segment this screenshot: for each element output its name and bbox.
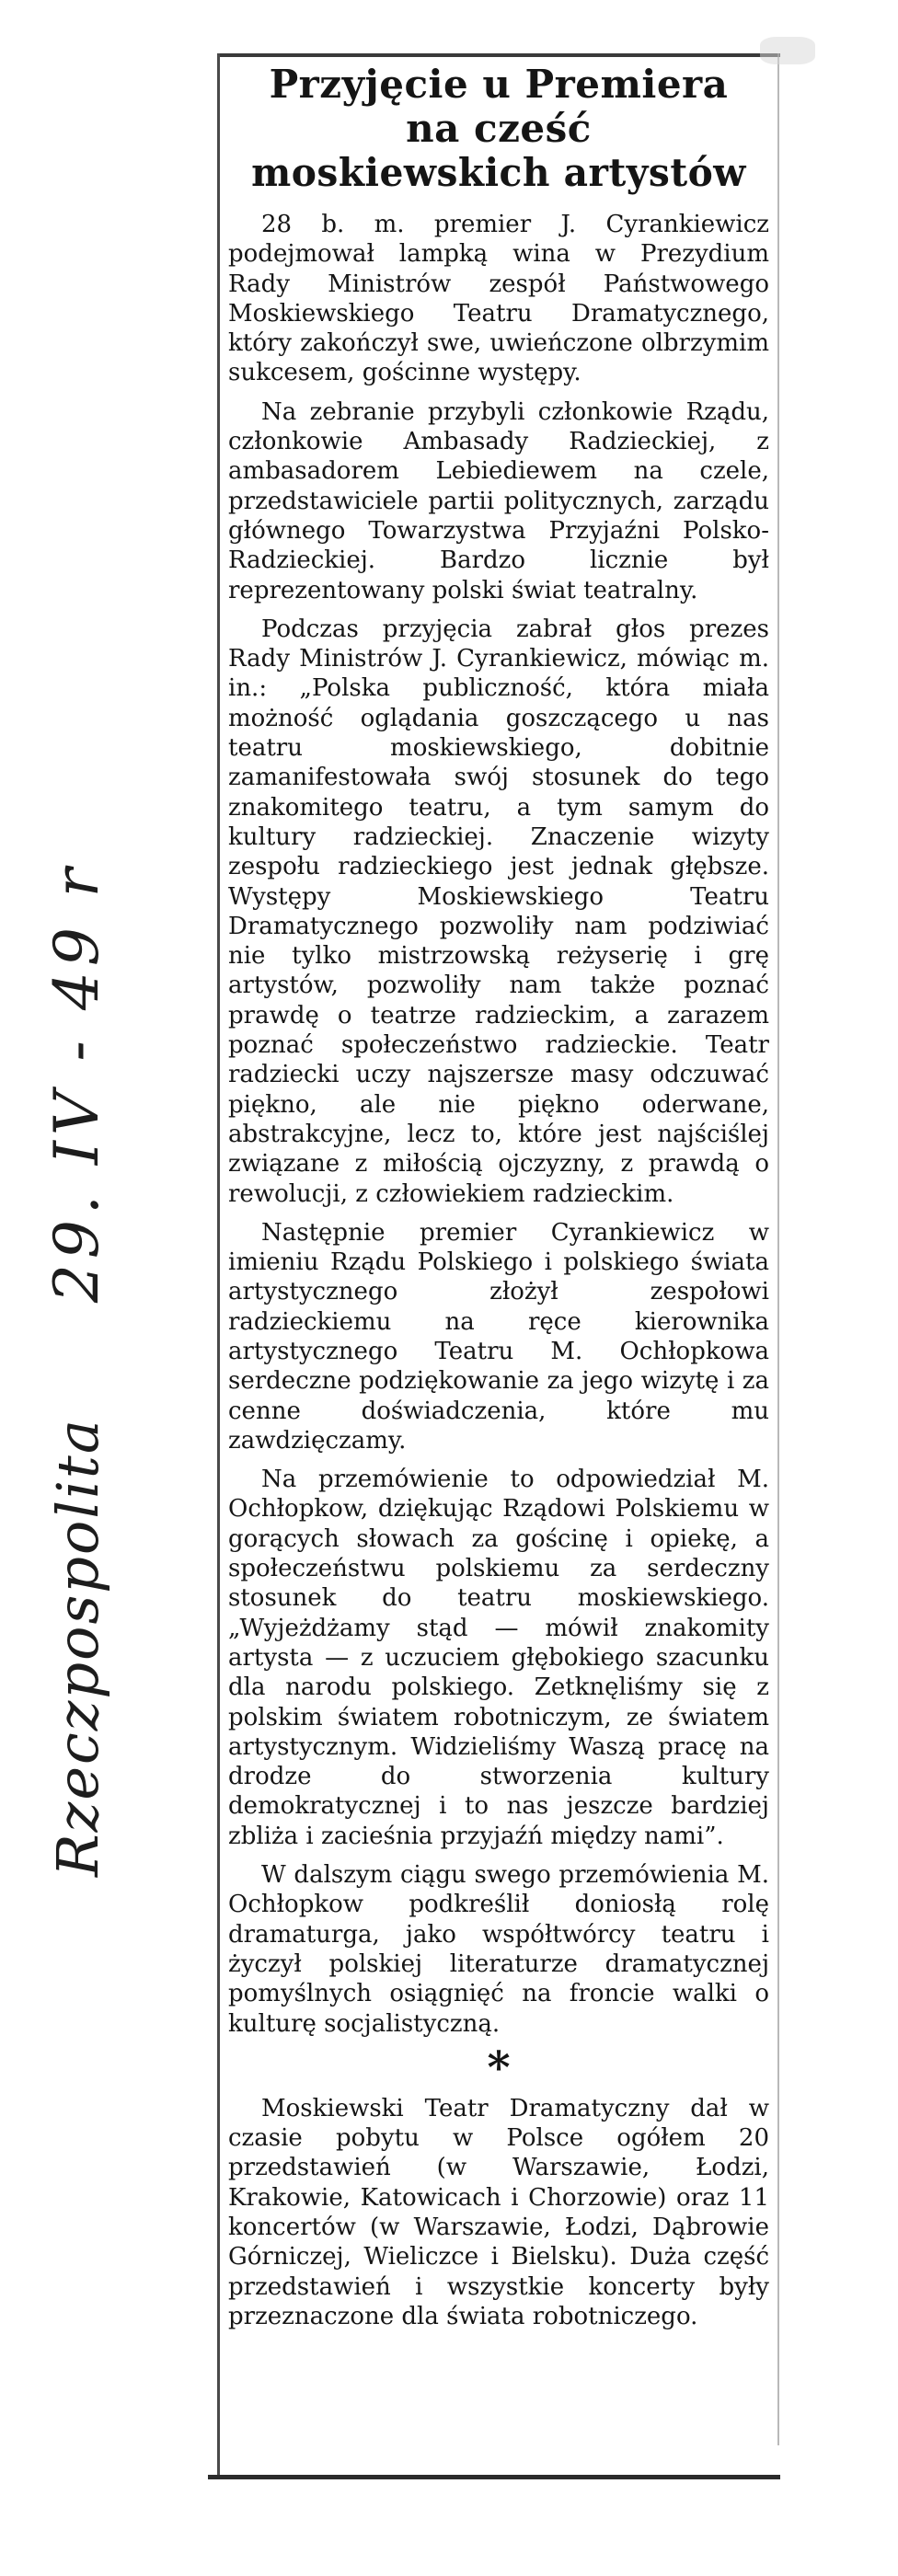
section-separator: * [487,2041,511,2094]
headline-line-2: na cześć [406,106,592,151]
left-rule [217,53,220,2478]
paragraph-5: Na przemówienie to odpowiedział M. Ochłopkow, dziękując Rządowi Polskiemu w gorących słowach za gościnę i opiekę, a społeczeństwu polskiemu za serdeczny stosunek do teatru moskiewskiego. „Wyjeżdżamy stąd — mówił znakomity artysta — z uczuciem głębokiego szacunku dla narodu polskiego. Zetknęliśmy się z polskim światem robotniczym, ze światem artystycznym. Widzieliśmy Waszą pracę na drodze do stworzenia kultury demokratycznej i to nas jeszcze bardziej zbliża i zacieśnia przyjaźń między nami”. [228,1466,769,1850]
top-rule [217,53,780,57]
right-edge [777,53,779,2445]
headline-line-1: Przyjęcie u Premiera [269,62,729,107]
paragraph-6: W dalszym ciągu swego przemówienia M. Ochłopkow podkreślił doniosłą rolę dramaturga, jako współtwórcy teatru i życzył polskiej literaturze dramatycznej pomyślnych osiągnięć na froncie walki o kulturę socjalistyczną. [228,1861,769,2038]
paragraph-1: 28 b. m. premier J. Cyrankiewicz podejmował lampką wina w Prezydium Rady Ministrów zespół Państwowego Moskiewskiego Teatru Dramatycznego, który zakończył swe, uwieńczone olbrzymim sukcesem, gościnne występy. [228,211,769,387]
handwritten-date: 29. IV - 49 r [41,862,112,1304]
newspaper-clipping [228,63,769,2331]
handwritten-publication: Rzeczpospolita [44,1418,111,1877]
paragraph-4: Następnie premier Cyrankiewicz w imieniu Rządu Polskiego i polskiego świata artystycznego złożył zespołowi radzieckiemu na ręce kierownika artystycznego Teatru M. Ochłopkowa serdeczne podziękowanie za jego wizytę i za cenne doświadczenia, które mu zawdzięczamy. [228,1218,769,1455]
headline-line-3: moskiewskich artystów [251,150,746,195]
paper-smudge [760,37,815,64]
paragraph-2: Na zebranie przybyli członkowie Rządu, członkowie Ambasady Radzieckiej, z ambasadorem Lebiediewem na czele, przedstawiciele partii politycznych, zarządu głównego Towarzystwa Przyjaźni Polsko-Radzieckiej. Bardzo licznie był reprezentowany polski świat teatralny. [228,397,769,604]
bottom-rule [208,2475,780,2479]
article-headline [228,63,769,195]
closing-paragraph: Moskiewski Teatr Dramatyczny dał w czasie pobytu w Polsce ogółem 20 przedstawień (w Warszawie, Łodzi, Krakowie, Katowicach i Chorzowie) oraz 11 koncertów (w Warszawie, Łodzi, Dąbrowie Górniczej, Wieliczce i Bielsku). Duża część przedstawień i wszystkie koncerty były przeznaczone dla świata robotniczego. [228,2094,769,2330]
handwritten-annotation [41,863,112,1877]
paragraph-3: Podczas przyjęcia zabrał głos prezes Rady Ministrów J. Cyrankiewicz, mówiąc m. in.: „Polska publiczność, która miała możność oglądania goszczącego u nas teatru moskiewskiego, dobitnie zamanifestowała swój stosunek do tego znakomitego teatru, a tym samym do kultury radzieckiej. Znaczenie wizyty zespołu radzieckiego jest jednak głębsze. Występy Moskiewskiego Teatru Dramatycznego pozwoliły nam podziwiać nie tylko mistrzowską reżyserię i grę artystów, pozwoliły nam także poznać prawdę o teatrze radzieckim, a zarazem poznać społeczeństwo radzieckie. Teatr radziecki uczy najszersze masy odczuwać piękno, ale nie piękno oderwane, abstrakcyjne, lecz to, które jest najściślej związane z miłością ojczyzny, z prawdą o rewolucji, z człowiekiem radzieckim. [228,615,769,1208]
